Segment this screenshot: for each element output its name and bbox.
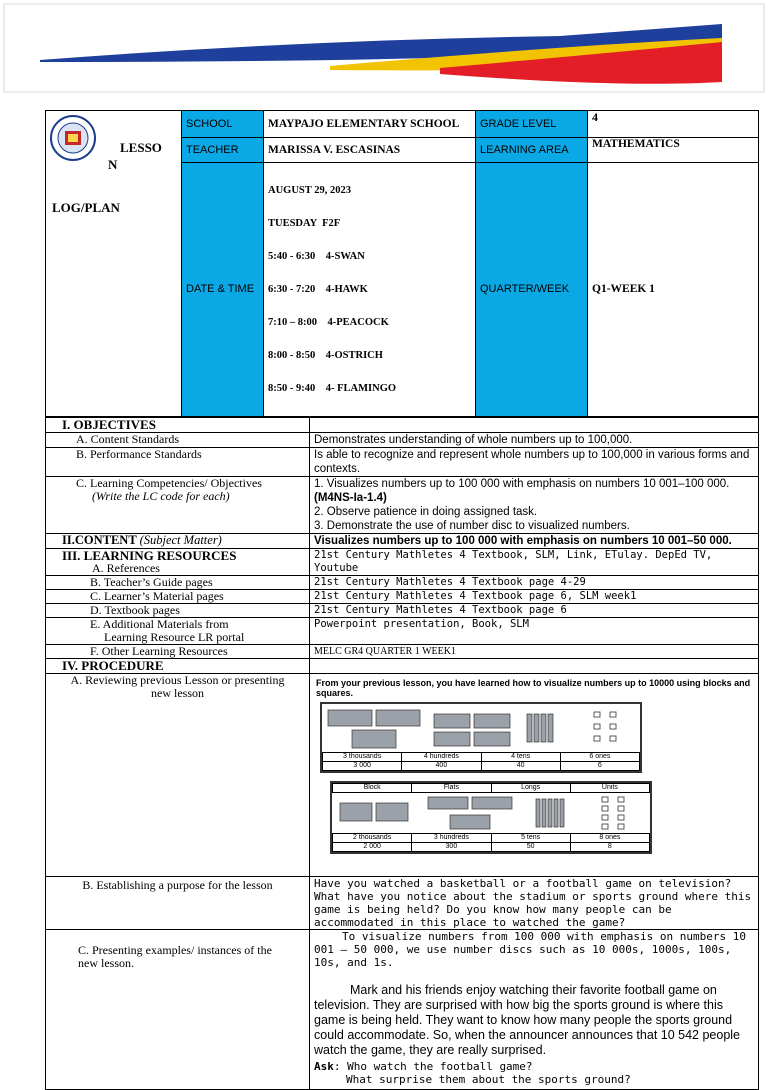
competency-1: 1. Visualizes numbers up to 100 000 with emphasis on numbers 10 001–100 000. (314, 478, 730, 490)
review-intro: From your previous lesson, you have learned how to visualize numbers up to 10000 using blocks and squares. (316, 678, 751, 698)
title-line-2: N (108, 157, 118, 172)
purpose-value: Have you watched a basketball or a football game on television? What have you notice about the stadium or sports ground where this game is being held? Do you know how many people can be accommodated in this place to watched the game? (310, 877, 759, 930)
base-ten-blocks-illustration-1 (322, 704, 636, 752)
quarter-value: Q1-WEEK 1 (588, 163, 759, 417)
resources-heading: III. LEARNING RESOURCES (62, 548, 237, 563)
date-label: DATE & TIME (182, 163, 264, 417)
date-line: 7:10 – 8:00 4-PEACOCK (268, 317, 389, 328)
fig1-value: 6 (560, 762, 639, 771)
competencies-label: C. Learning Competencies/ Objectives (76, 476, 262, 490)
objectives-heading: I. OBJECTIVES (46, 418, 310, 433)
references-label: A. References (92, 561, 160, 575)
title-cell (46, 111, 182, 417)
tg-value: 21st Century Mathletes 4 Textbook page 4-29 (310, 576, 759, 590)
review-label: A. Reviewing previous Lesson or presenting new lesson (46, 674, 310, 877)
fig2-label: 3 hundreds (412, 834, 491, 843)
tb-label: D. Textbook pages (46, 604, 310, 618)
fig1-label: 4 tens (481, 753, 560, 762)
figure-2-header (332, 783, 650, 793)
additional-label-1: E. Additional Materials from (90, 617, 229, 631)
teacher-value: MARISSA V. ESCASINAS (264, 138, 476, 163)
examples-label: C. Presenting examples/ instances of the new lesson. (46, 930, 310, 1090)
place-value-figure-1 (320, 702, 642, 773)
lesson-log-document (45, 110, 758, 1090)
performance-standards-value: Is able to recognize and represent whole numbers up to 100,000 in various forms and contexts. (310, 448, 759, 477)
examples-intro: To visualize numbers from 100 000 with emphasis on numbers 10 001 – 50 000, we use number discs such as 10 000s, 1000s, 100s, 10s, and 1s. (314, 930, 746, 969)
school-value: MAYPAJO ELEMENTARY SCHOOL (264, 111, 476, 138)
competency-2: 2. Observe patience in doing assigned task. (314, 506, 538, 518)
fig2-label: 5 tens (491, 834, 570, 843)
ask-question-1: : Who watch the football game? (333, 1060, 533, 1073)
header-banner (0, 0, 768, 100)
purpose-label: B. Establishing a purpose for the lesson (46, 877, 310, 930)
title-line-3: LOG/PLAN (52, 200, 120, 215)
date-line: TUESDAY F2F (268, 218, 341, 229)
date-line: AUGUST 29, 2023 (268, 185, 351, 196)
fig2-value: 300 (412, 843, 491, 852)
fig2-header: Flats (412, 784, 491, 793)
review-content (310, 674, 759, 877)
resources-value: 21st Century Mathletes 4 Textbook, SLM, Link, ETulay. DepEd TV, Youtube (310, 549, 759, 576)
date-line: 5:40 - 6:30 4-SWAN (268, 251, 365, 262)
competencies-label-cell (46, 477, 310, 534)
fig2-header: Units (570, 784, 649, 793)
grade-label: GRADE LEVEL (476, 111, 588, 138)
tb-value: 21st Century Mathletes 4 Textbook page 6 (310, 604, 759, 618)
fig2-value: 50 (491, 843, 570, 852)
empty-cell (310, 418, 759, 433)
additional-label-cell (46, 618, 310, 645)
lm-value: 21st Century Mathletes 4 Textbook page 6, SLM week1 (310, 590, 759, 604)
grade-value: 4 (588, 111, 759, 138)
fig2-label: 8 ones (570, 834, 649, 843)
ask-question-2: What surprise them about the sports ground? (346, 1073, 631, 1086)
other-value: MELC GR4 QUARTER 1 WEEK1 (310, 645, 759, 659)
competencies-note: (Write the LC code for each) (92, 489, 230, 503)
figure-2-table (332, 833, 650, 852)
ask-line-1 (314, 1060, 754, 1073)
competency-code: (M4NS-Ia-1.4) (314, 492, 387, 504)
empty-cell (310, 659, 759, 674)
additional-label-2: Learning Resource LR portal (104, 630, 245, 644)
fig1-value: 40 (481, 762, 560, 771)
header-table (45, 110, 759, 417)
procedure-heading: IV. PROCEDURE (46, 659, 310, 674)
date-line: 8:00 - 8:50 4-OSTRICH (268, 350, 383, 361)
fig1-value: 3 000 (323, 762, 402, 771)
date-line: 8:50 - 9:40 4- FLAMINGO (268, 383, 397, 394)
date-time-value (264, 163, 476, 417)
area-value: MATHEMATICS (588, 138, 759, 163)
examples-story: Mark and his friends enjoy watching their favorite football game on television. They are surprised with how big the sports ground is where this game is being held. They want to know how many people the sports ground could accommodate. So, when the announcer announces that 10 542 people watch the game, they are really surprised. (314, 983, 741, 1057)
date-line: 6:30 - 7:20 4-HAWK (268, 284, 368, 295)
teacher-label: TEACHER (182, 138, 264, 163)
fig1-label: 6 ones (560, 753, 639, 762)
lesson-body-table (45, 417, 759, 1090)
fig1-label: 3 thousands (323, 753, 402, 762)
content-standards-value: Demonstrates understanding of whole numbers up to 100,000. (310, 433, 759, 448)
tg-label: B. Teacher’s Guide pages (46, 576, 310, 590)
base-ten-blocks-illustration-2 (332, 793, 646, 833)
area-label: LEARNING AREA (476, 138, 588, 163)
fig1-label: 4 hundreds (402, 753, 481, 762)
competencies-value (310, 477, 759, 534)
content-label-bold: II.CONTENT (62, 533, 137, 547)
school-label: SCHOOL (182, 111, 264, 138)
content-label (46, 534, 310, 549)
competency-3: 3. Demonstrate the use of number disc to visualized numbers. (314, 520, 630, 532)
fig2-header: Block (333, 784, 412, 793)
deped-seal-icon (50, 115, 96, 161)
other-label: F. Other Learning Resources (46, 645, 310, 659)
fig2-value: 8 (570, 843, 649, 852)
ask-label: Ask (314, 1060, 334, 1073)
content-label-italic: (Subject Matter) (139, 533, 222, 547)
additional-value: Powerpoint presentation, Book, SLM (310, 618, 759, 645)
quarter-label: QUARTER/WEEK (476, 163, 588, 417)
content-standards-label: A. Content Standards (46, 433, 310, 448)
place-value-figure-2 (330, 781, 652, 854)
figure-1-table (322, 752, 640, 771)
fig2-value: 2 000 (333, 843, 412, 852)
examples-content (310, 930, 759, 1090)
resources-heading-cell (46, 549, 310, 576)
performance-standards-label: B. Performance Standards (46, 448, 310, 477)
title-line-1: LESSO (120, 140, 162, 155)
content-value: Visualizes numbers up to 100 000 with emphasis on numbers 10 001–50 000. (310, 534, 759, 549)
lm-label: C. Learner’s Material pages (46, 590, 310, 604)
fig2-label: 2 thousands (333, 834, 412, 843)
fig1-value: 400 (402, 762, 481, 771)
fig2-header: Longs (491, 784, 570, 793)
